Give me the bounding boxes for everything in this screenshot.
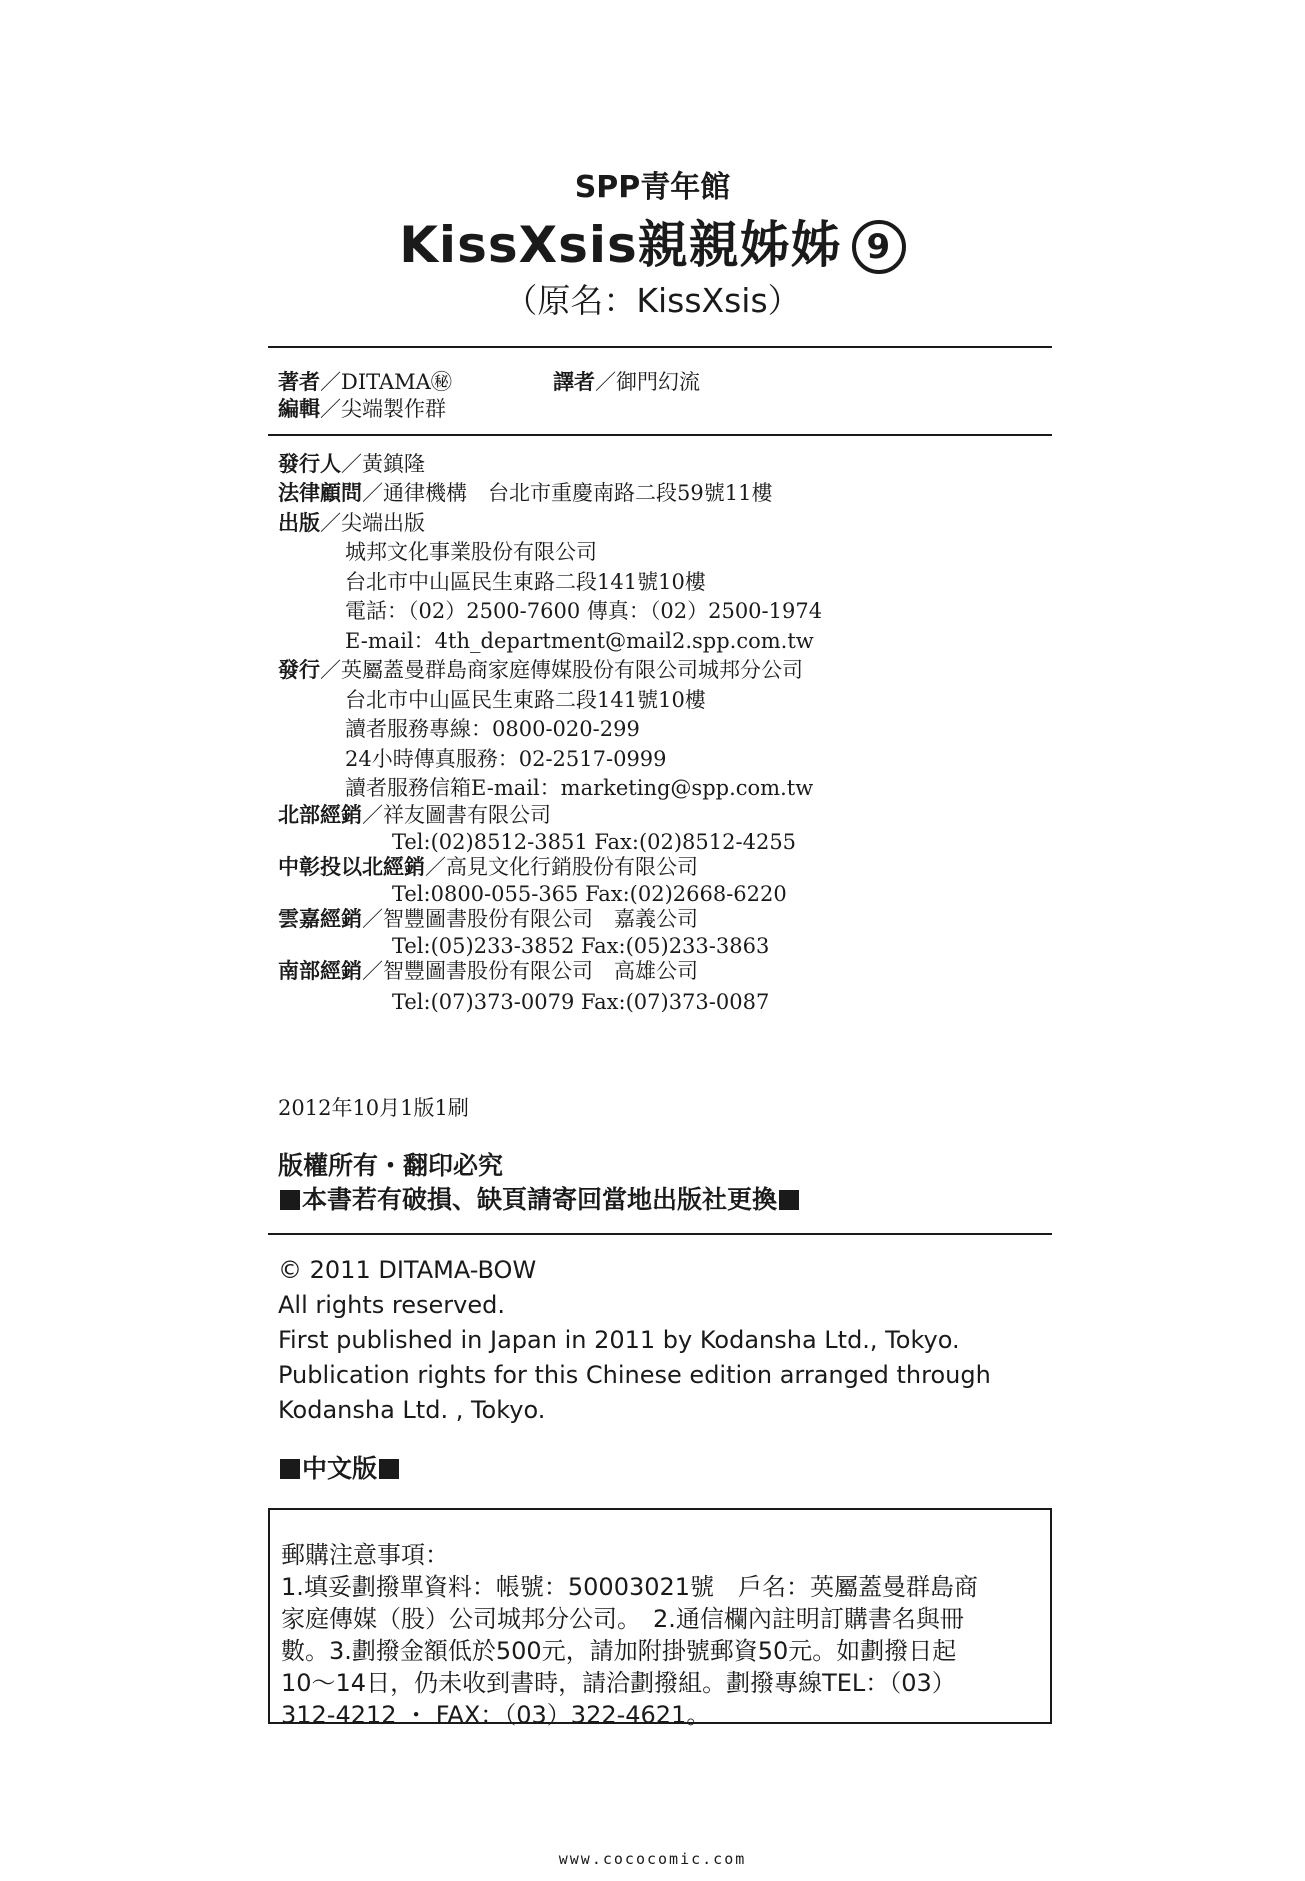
first-published: First published in Japan in 2011 by Kodansha Ltd., Tokyo. (278, 1326, 960, 1354)
publication-rights-cont: Kodansha Ltd. , Tokyo. (278, 1396, 546, 1424)
title-text: KissXsis親親姊姊 (399, 216, 842, 274)
press-phone: 電話：（02）2500-7600 傳真：（02）2500-1974 (345, 599, 823, 623)
publication-rights: Publication rights for this Chinese edition arranged through (278, 1361, 991, 1389)
distributor-name: ／智豐圖書股份有限公司 高雄公司 (362, 959, 698, 983)
mail-order-heading: 郵購注意事項： (281, 1541, 449, 1569)
black-square-icon (379, 1459, 399, 1479)
chinese-edition (278, 1456, 401, 1482)
distributor-contact: Tel:(07)373-0079 Fax:(07)373-0087 (392, 990, 770, 1014)
edition-info: 2012年10月1版1刷 (278, 1096, 469, 1120)
distributor-chiayi (278, 906, 698, 932)
mail-order-line: 1.填妥劃撥單資料：帳號：50003021號 戶名：英屬蓋曼群島商 (281, 1573, 979, 1601)
legal-label: 法律顧問 (278, 481, 362, 505)
press (278, 510, 425, 536)
issuer-value: ／英屬蓋曼群島商家庭傳媒股份有限公司城邦分公司 (320, 658, 803, 682)
book-title (0, 205, 1305, 277)
divider (268, 434, 1052, 436)
publisher-person (278, 451, 425, 477)
issuer-label: 發行 (278, 658, 320, 682)
translator-label: 譯者 (553, 370, 595, 394)
press-address: 台北市中山區民生東路二段141號10樓 (345, 570, 706, 594)
damage-notice-text: 本書若有破損、缺頁請寄回當地出版社更換 (302, 1185, 778, 1214)
mail-order-line: 數。3.劃撥金額低於500元，請加附掛號郵資50元。如劃撥日起 (281, 1637, 957, 1665)
press-email: E-mail：4th_department@mail2.spp.com.tw (345, 629, 814, 653)
publisher-person-value: ／黃鎮隆 (341, 452, 425, 476)
distributor-label: 中彰投以北經銷 (278, 855, 425, 879)
divider (268, 346, 1052, 348)
divider (268, 1233, 1052, 1235)
issuer (278, 657, 803, 683)
watermark-url: www.cococomic.com (558, 1850, 747, 1868)
volume-number: 9 (852, 220, 906, 274)
author-value: ／DITAMA㊙ (320, 370, 452, 394)
publisher-person-label: 發行人 (278, 452, 341, 476)
issuer-fax: 24小時傳真服務：02-2517-0999 (345, 747, 667, 771)
series-label: SPP青年館 (574, 170, 731, 205)
distributor-north (278, 802, 551, 828)
author-label: 著者 (278, 370, 320, 394)
original-title: （原名：KissXsis） (504, 281, 801, 320)
translator-credit (553, 366, 700, 396)
legal-value: ／通律機構 台北市重慶南路二段59號11樓 (362, 481, 773, 505)
editor-credit (278, 393, 446, 423)
issuer-hotline: 讀者服務專線：0800-020-299 (345, 717, 640, 741)
distributor-south (278, 958, 698, 984)
black-square-icon (779, 1190, 799, 1210)
distributor-label: 南部經銷 (278, 959, 362, 983)
black-square-icon (280, 1459, 300, 1479)
distributor-name: ／高見文化行銷股份有限公司 (425, 855, 698, 879)
translator-value: ／御門幻流 (595, 370, 700, 394)
distributor-central (278, 854, 698, 880)
editor-value: ／尖端製作群 (320, 397, 446, 421)
distributor-name: ／祥友圖書有限公司 (362, 803, 551, 827)
distributor-label: 北部經銷 (278, 803, 362, 827)
press-company: 城邦文化事業股份有限公司 (345, 540, 597, 564)
issuer-email: 讀者服務信箱E-mail：marketing@spp.com.tw (345, 776, 814, 800)
distributor-contact: Tel:(05)233-3852 Fax:(05)233-3863 (392, 934, 770, 958)
copyright-line: © 2011 DITAMA-BOW (278, 1256, 537, 1284)
rights-reserved: All rights reserved. (278, 1291, 505, 1319)
distributor-label: 雲嘉經銷 (278, 907, 362, 931)
mail-order-line: 家庭傳媒（股）公司城邦分公司。 2.通信欄內註明訂購書名與冊 (281, 1605, 964, 1633)
press-label: 出版 (278, 511, 320, 535)
distributor-contact: Tel:0800-055-365 Fax:(02)2668-6220 (392, 882, 787, 906)
mail-order-line: 312-4212 ・ FAX：（03）322-4621。 (281, 1701, 711, 1729)
legal-advisor (278, 480, 772, 506)
author-credit (278, 366, 452, 396)
issuer-address: 台北市中山區民生東路二段141號10樓 (345, 688, 706, 712)
mail-order-line: 10～14日，仍未收到書時，請洽劃撥組。劃撥專線TEL：（03） (281, 1669, 956, 1697)
black-square-icon (280, 1190, 300, 1210)
mail-order-box (268, 1508, 1052, 1729)
distributor-name: ／智豐圖書股份有限公司 嘉義公司 (362, 907, 698, 931)
editor-label: 編輯 (278, 397, 320, 421)
damage-notice (278, 1187, 801, 1213)
rights-notice: 版權所有・翻印必究 (278, 1151, 504, 1180)
chinese-edition-text: 中文版 (302, 1454, 378, 1483)
distributor-contact: Tel:(02)8512-3851 Fax:(02)8512-4255 (392, 830, 797, 854)
press-value: ／尖端出版 (320, 511, 425, 535)
